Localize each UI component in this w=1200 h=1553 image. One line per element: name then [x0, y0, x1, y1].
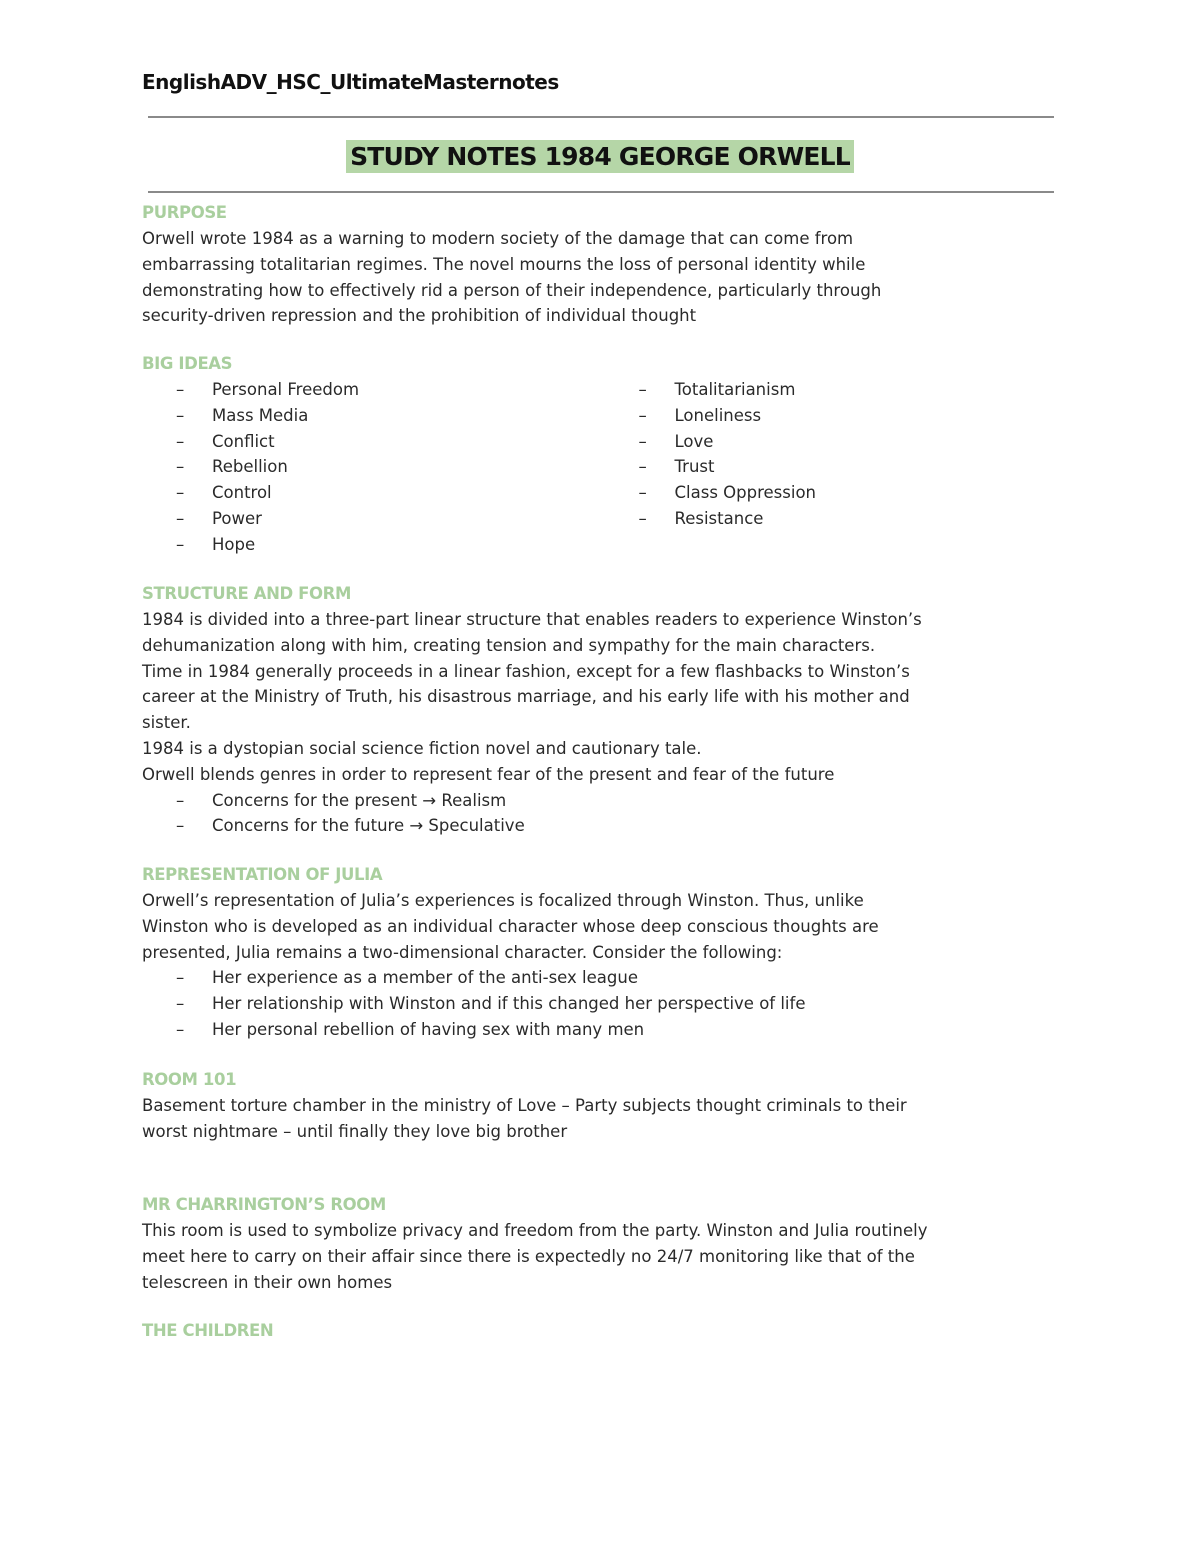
- paragraph-line: worst nightmare – until finally they love big brother: [142, 1121, 568, 1141]
- julia-bullets: [142, 965, 1067, 1042]
- title-wrapper: [0, 140, 1200, 173]
- list-item: – Hope: [176, 534, 256, 554]
- section-heading: ROOM 101: [142, 1070, 237, 1089]
- paragraph-line: dehumanization along with him, creating tension and sympathy for the main characters.: [142, 635, 876, 655]
- paragraph-line: This room is used to symbolize privacy and freedom from the party. Winston and Julia routinely: [142, 1221, 928, 1240]
- list-item: – Love: [638, 431, 714, 451]
- list-item: – Loneliness: [638, 405, 762, 425]
- paragraph-line: 1984 is divided into a three-part linear structure that enables readers to experience Winston’s: [142, 610, 922, 629]
- list-item: – Her relationship with Winston and if this changed her perspective of life: [176, 994, 806, 1014]
- list-item: – Resistance: [638, 508, 764, 528]
- paragraph-line: presented, Julia remains a two-dimensional character. Consider the following:: [142, 942, 783, 962]
- paragraph-line: Basement torture chamber in the ministry of Love – Party subjects thought criminals to their: [142, 1096, 907, 1115]
- list-item: – Concerns for the present → Realism: [176, 790, 507, 810]
- big-ideas-right-list: [605, 377, 1068, 558]
- paragraph-line: sister.: [142, 713, 191, 733]
- paragraph-line: Time in 1984 generally proceeds in a linear fashion, except for a few flashbacks to Winston’s: [142, 661, 910, 681]
- section-purpose: [142, 200, 1067, 329]
- paragraph-line: 1984 is a dystopian social science fiction novel and cautionary tale.: [142, 738, 702, 758]
- list-item: – Control: [176, 483, 272, 503]
- paragraph-line: meet here to carry on their affair since there is expectedly no 24/7 monitoring like that of the: [142, 1246, 915, 1266]
- top-divider: [148, 116, 1054, 118]
- paragraph-line: career at the Ministry of Truth, his disastrous marriage, and his early life with his mother and: [142, 687, 910, 707]
- section-room-101: [142, 1067, 1067, 1145]
- section-heading: STRUCTURE AND FORM: [142, 584, 351, 603]
- list-item: – Personal Freedom: [176, 380, 360, 399]
- big-ideas-columns: [142, 377, 1067, 558]
- list-item: – Conflict: [176, 431, 275, 451]
- section-heading: PURPOSE: [142, 203, 227, 222]
- section-julia: [142, 862, 1067, 1043]
- paragraph-line: Orwell wrote 1984 as a warning to modern society of the damage that can come from: [142, 229, 854, 248]
- page-title: STUDY NOTES 1984 GEORGE ORWELL: [346, 140, 854, 173]
- paragraph-line: Winston who is developed as an individual character whose deep conscious thoughts are: [142, 916, 879, 936]
- paragraph-line: Orwell’s representation of Julia’s experiences is focalized through Winston. Thus, unlike: [142, 891, 864, 910]
- section-big-ideas: [142, 351, 1067, 558]
- section-structure-form: [142, 581, 1067, 839]
- list-item: – Concerns for the future → Speculative: [176, 816, 525, 836]
- paragraph-line: demonstrating how to effectively rid a person of their independence, particularly through: [142, 280, 882, 300]
- structure-bullets: [142, 788, 1067, 840]
- list-item: – Her personal rebellion of having sex with many men: [176, 1019, 645, 1039]
- list-item: – Trust: [638, 457, 715, 477]
- list-item: – Her experience as a member of the anti-sex league: [176, 968, 638, 988]
- section-heading: THE CHILDREN: [142, 1321, 274, 1340]
- paragraph-line: telescreen in their own homes: [142, 1272, 393, 1292]
- list-item: – Rebellion: [176, 457, 288, 477]
- paragraph-line: Orwell blends genres in order to represent fear of the present and fear of the future: [142, 764, 835, 784]
- title-divider: [148, 191, 1054, 193]
- section-charrington-room: [142, 1192, 1067, 1295]
- list-item: – Totalitarianism: [638, 380, 796, 399]
- section-heading: MR CHARRINGTON’S ROOM: [142, 1195, 386, 1214]
- paragraph-line: security-driven repression and the prohibition of individual thought: [142, 306, 697, 326]
- paragraph-line: embarrassing totalitarian regimes. The novel mourns the loss of personal identity while: [142, 254, 866, 274]
- list-item: – Power: [176, 508, 262, 528]
- list-item: – Mass Media: [176, 405, 309, 425]
- section-heading: BIG IDEAS: [142, 354, 233, 373]
- section-heading: REPRESENTATION OF JULIA: [142, 865, 383, 884]
- list-item: – Class Oppression: [638, 483, 816, 503]
- document-header: EnglishADV_HSC_UltimateMasternotes: [142, 70, 559, 94]
- section-children: [142, 1318, 1067, 1344]
- big-ideas-left-list: [142, 377, 605, 558]
